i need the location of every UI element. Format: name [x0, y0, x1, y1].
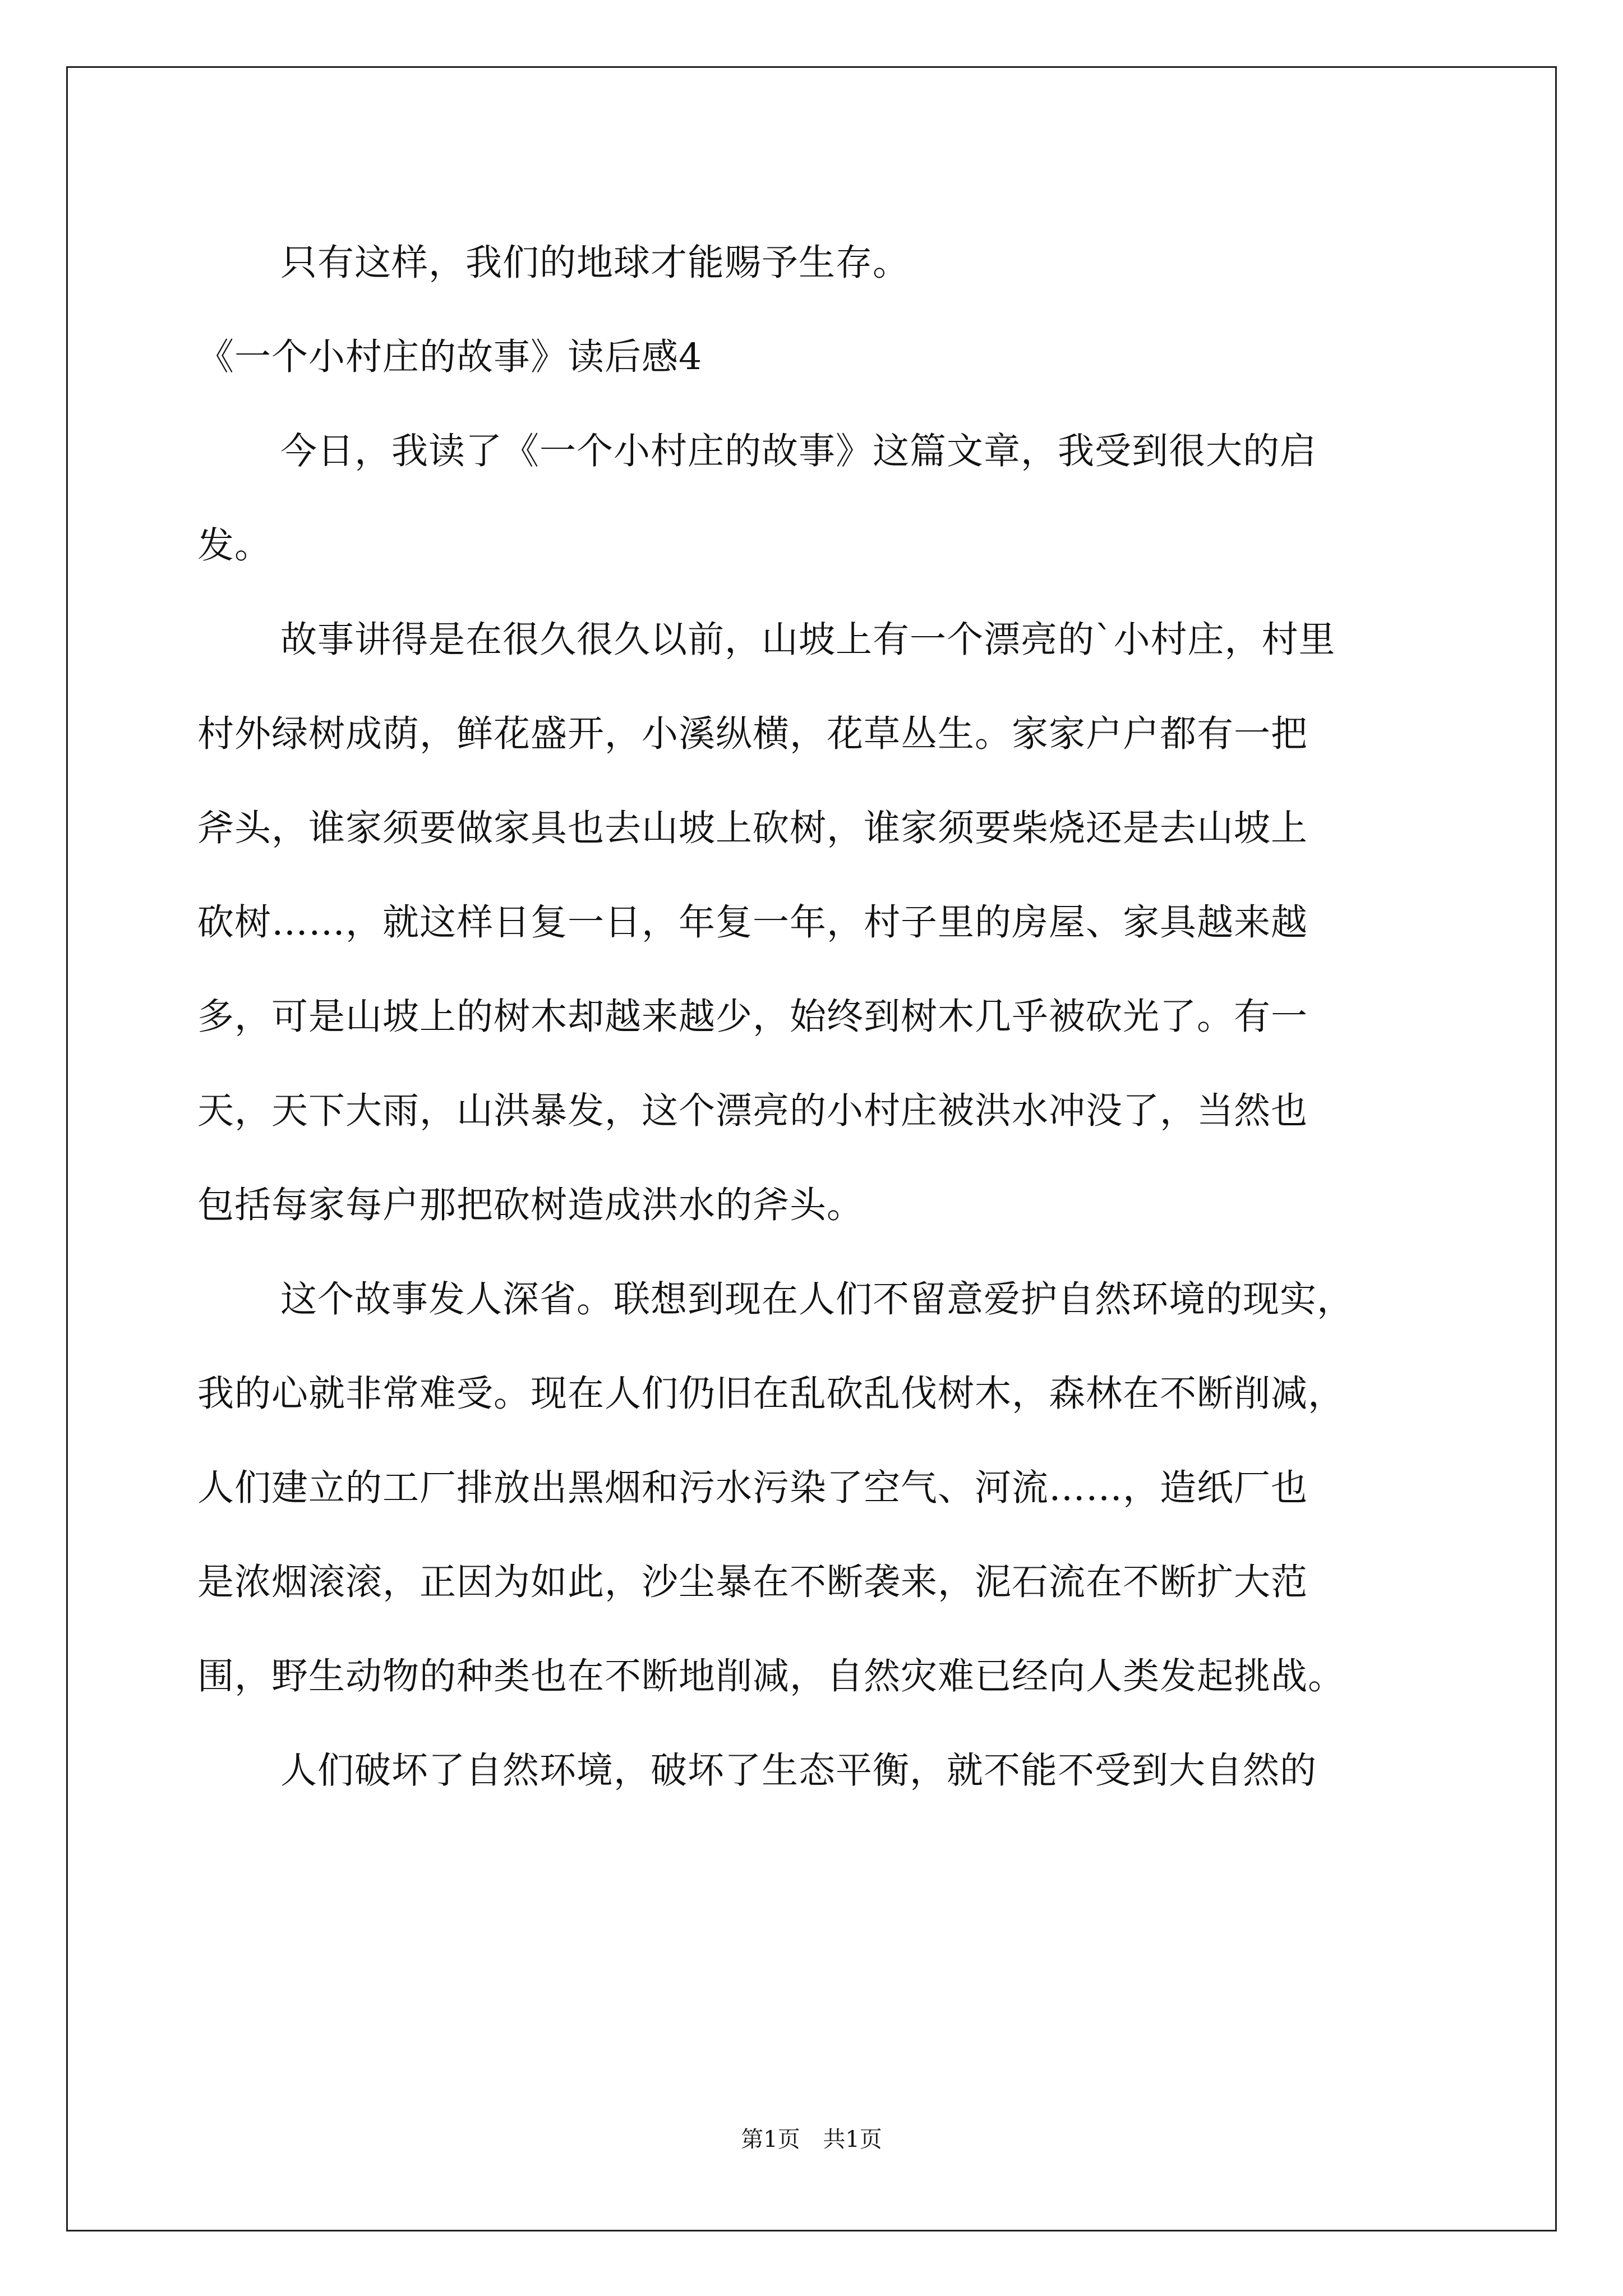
paragraph-line: 人们破坏了自然环境，破坏了生态平衡，就不能不受到大自然的: [280, 1750, 1317, 1792]
paragraph-line: 斧头，谁家须要做家具也去山坡上砍树，谁家须要柴烧还是去山坡上: [197, 807, 1308, 849]
paragraph-line: 村外绿树成荫，鲜花盛开，小溪纵横，花草丛生。家家户户都有一把: [197, 713, 1308, 755]
paragraph-line: 多，可是山坡上的树木却越来越少，始终到树木几乎被砍光了。有一: [197, 996, 1308, 1038]
paragraph-line: 是浓烟滚滚，正因为如此，沙尘暴在不断袭来，泥石流在不断扩大范: [197, 1561, 1308, 1603]
paragraph-line: 我的心就非常难受。现在人们仍旧在乱砍乱伐树木，森林在不断削减，: [197, 1373, 1345, 1415]
paragraph-line: 这个故事发人深省。联想到现在人们不留意爱护自然环境的现实，: [280, 1278, 1354, 1320]
page-footer: [0, 2124, 1623, 2155]
paragraph-line: 只有这样，我们的地球才能赐予生存。: [280, 242, 910, 284]
paragraph-line: 今日，我读了《一个小村庄的故事》这篇文章，我受到很大的启: [280, 430, 1317, 472]
paragraph-line: 围，野生动物的种类也在不断地削减，自然灾难已经向人类发起挑战。: [197, 1655, 1345, 1697]
page-number: 第1页: [741, 2127, 800, 2152]
paragraph-line: 砍树……，就这样日复一日，年复一年，村子里的房屋、家具越来越: [197, 901, 1308, 944]
page-total: 共1页: [823, 2127, 882, 2152]
section-title: 《一个小村庄的故事》读后感4: [197, 336, 703, 378]
paragraph-line: 天，天下大雨，山洪暴发，这个漂亮的小村庄被洪水冲没了，当然也: [197, 1090, 1308, 1132]
paragraph-line: 包括每家每户那把砍树造成洪水的斧头。: [197, 1184, 864, 1226]
document-body: [197, 216, 1456, 1818]
paragraph-line: 发。: [197, 524, 272, 567]
paragraph-line: 故事讲得是在很久很久以前，山坡上有一个漂亮的`小村庄，村里: [280, 619, 1336, 661]
paragraph-line: 人们建立的工厂排放出黑烟和污水污染了空气、河流……，造纸厂也: [197, 1467, 1308, 1509]
